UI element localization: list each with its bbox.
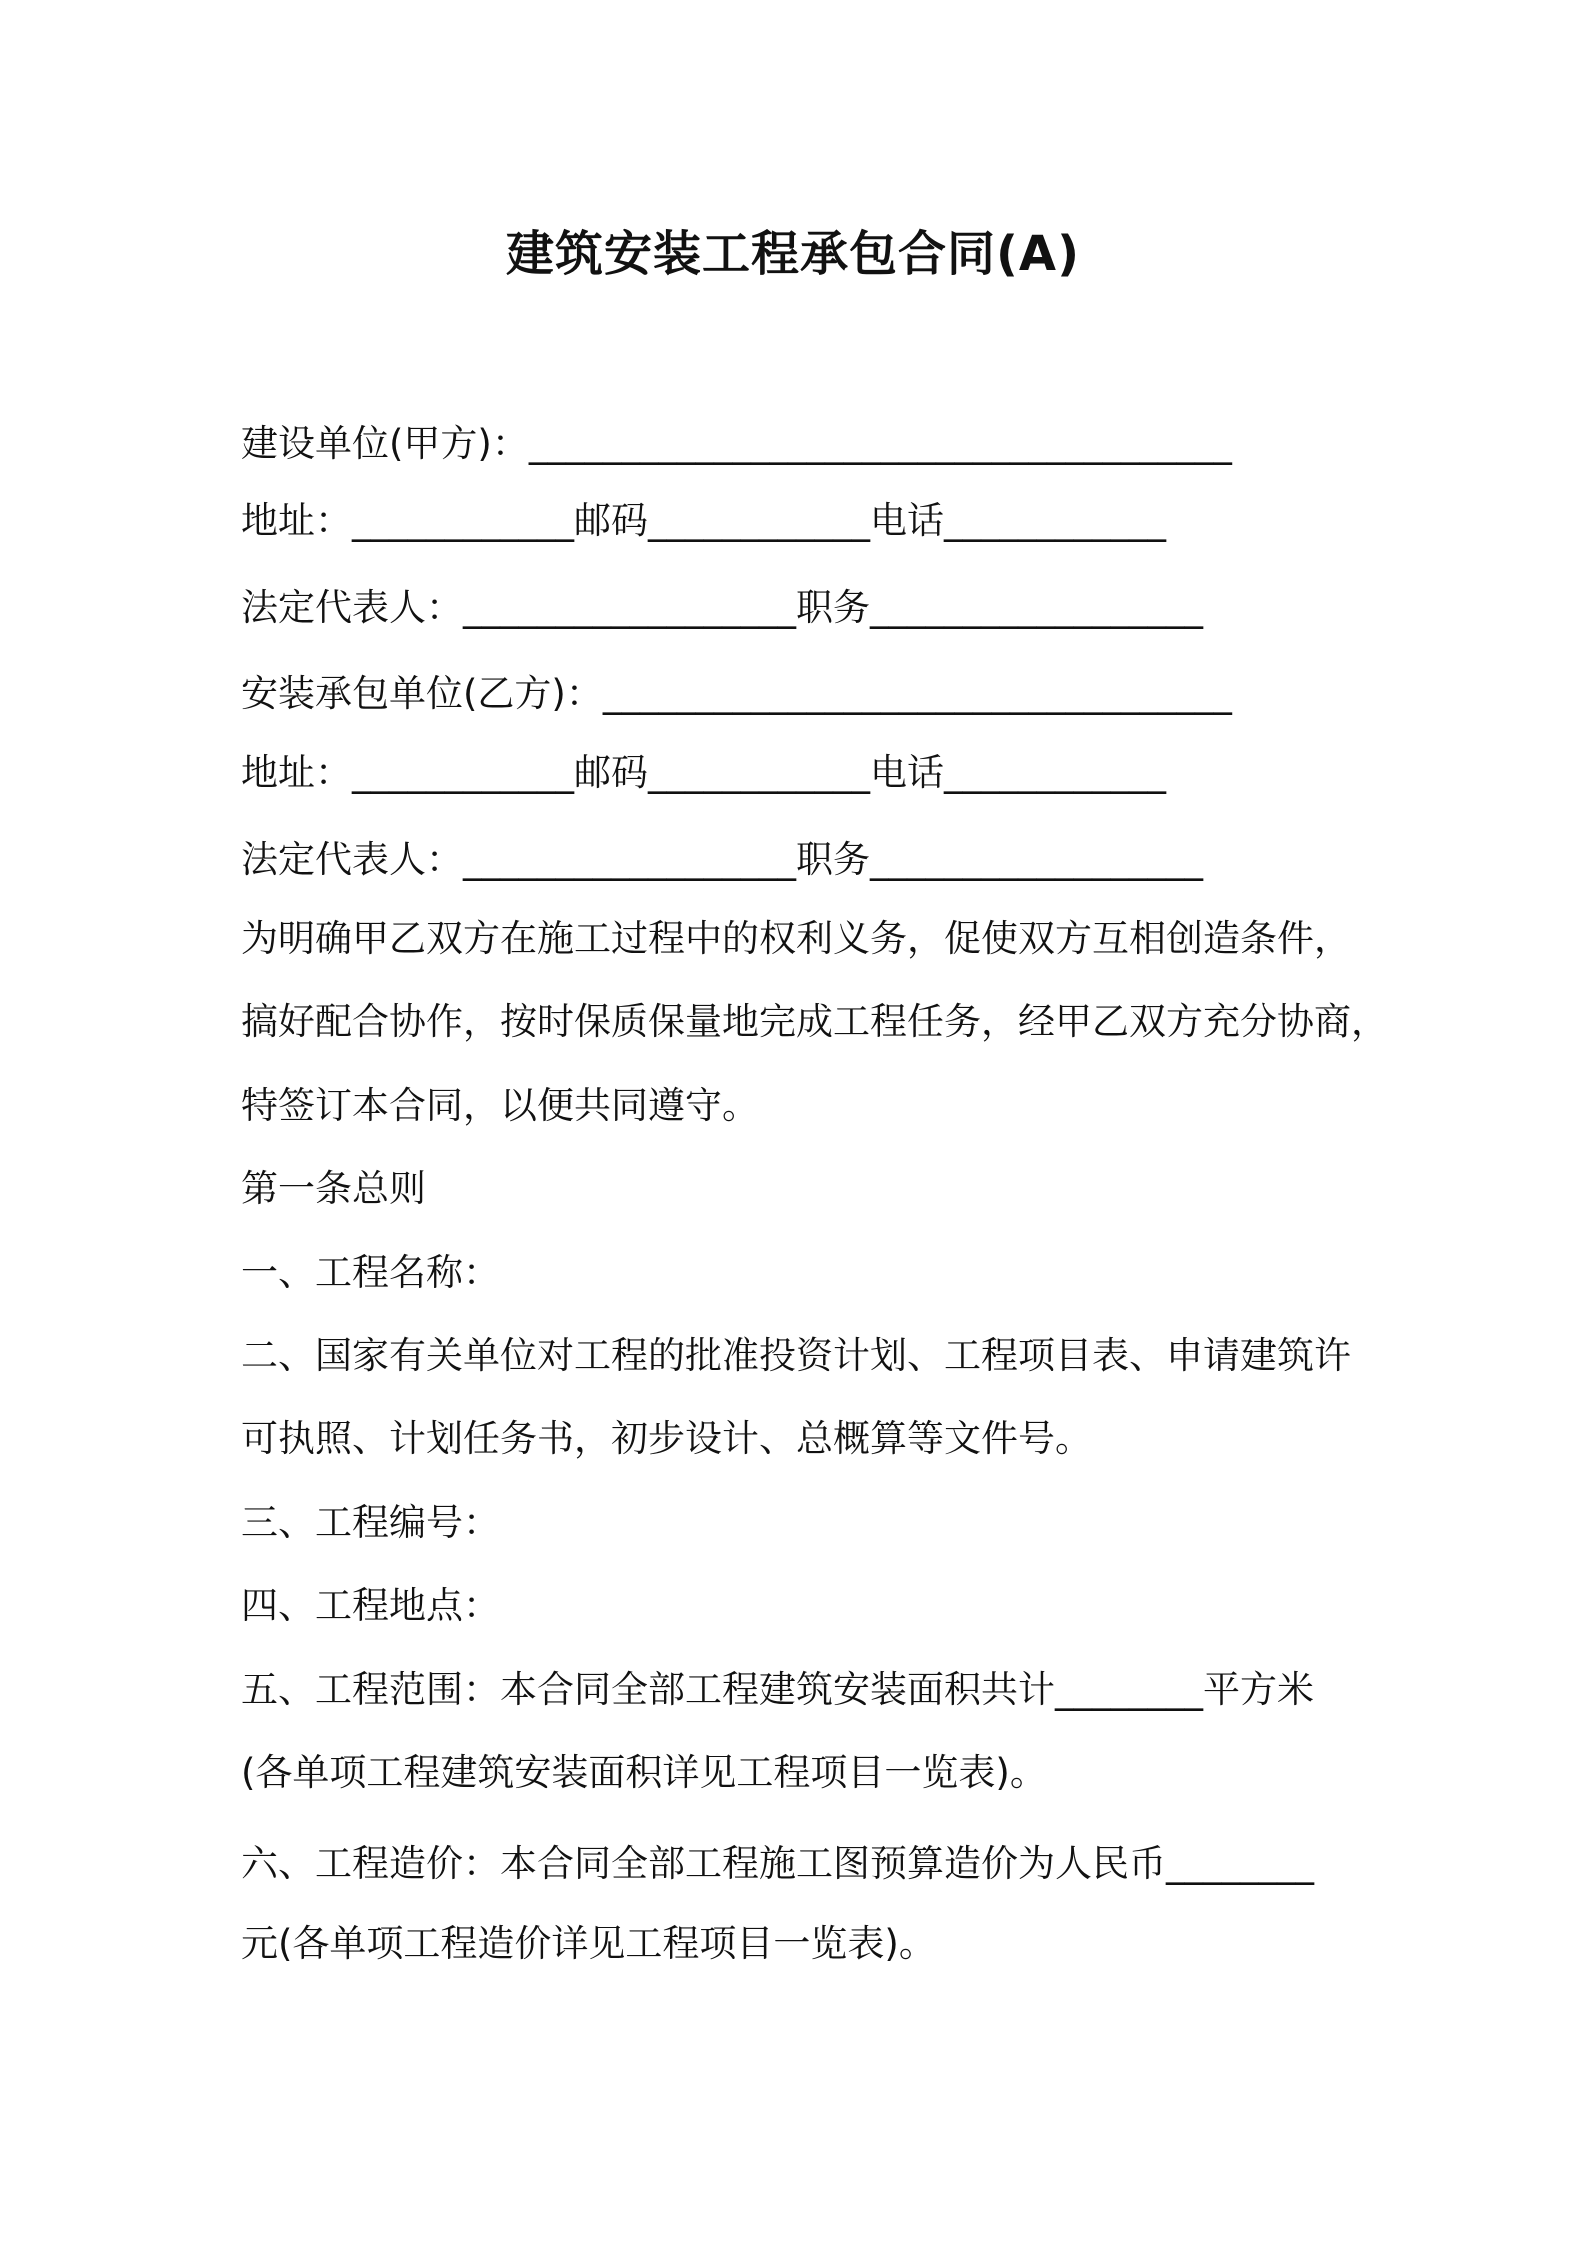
party-b-representative-line: 法定代表人：__________________职务__________________ [241, 838, 1203, 881]
party-b-address-line: 地址：____________邮码____________电话____________ [241, 751, 1166, 794]
party-a-name-line: 建设单位(甲方)：______________________________________ [241, 422, 1232, 465]
clause-1: 一、工程名称： [241, 1251, 500, 1294]
clause-2-line-1: 二、国家有关单位对工程的批准投资计划、工程项目表、申请建筑许 [241, 1334, 1351, 1377]
clause-5-line-1: 五、工程范围：本合同全部工程建筑安装面积共计________平方米 [241, 1668, 1314, 1711]
clause-6-line-1: 六、工程造价：本合同全部工程施工图预算造价为人民币________ [241, 1842, 1314, 1885]
clause-3: 三、工程编号： [241, 1501, 500, 1544]
clause-2-line-2: 可执照、计划任务书，初步设计、总概算等文件号。 [241, 1417, 1092, 1460]
preamble-line-3: 特签订本合同，以便共同遵守。 [241, 1084, 759, 1127]
document-title: 建筑安装工程承包合同(A) [505, 226, 1081, 282]
preamble-line-1: 为明确甲乙双方在施工过程中的权利义务，促使双方互相创造条件， [241, 917, 1351, 960]
party-a-representative-line: 法定代表人：__________________职务__________________ [241, 586, 1203, 629]
party-a-address-line: 地址：____________邮码____________电话____________ [241, 499, 1166, 542]
party-b-name-line: 安装承包单位(乙方)：__________________________________ [241, 672, 1232, 715]
clause-4: 四、工程地点： [241, 1584, 500, 1627]
clause-5-line-2: (各单项工程建筑安装面积详见工程项目一览表)。 [241, 1751, 1047, 1794]
article-heading: 第一条总则 [241, 1167, 426, 1210]
clause-6-line-2: 元(各单项工程造价详见工程项目一览表)。 [241, 1922, 936, 1965]
preamble-line-2: 搞好配合协作，按时保质保量地完成工程任务，经甲乙双方充分协商， [241, 1000, 1388, 1043]
